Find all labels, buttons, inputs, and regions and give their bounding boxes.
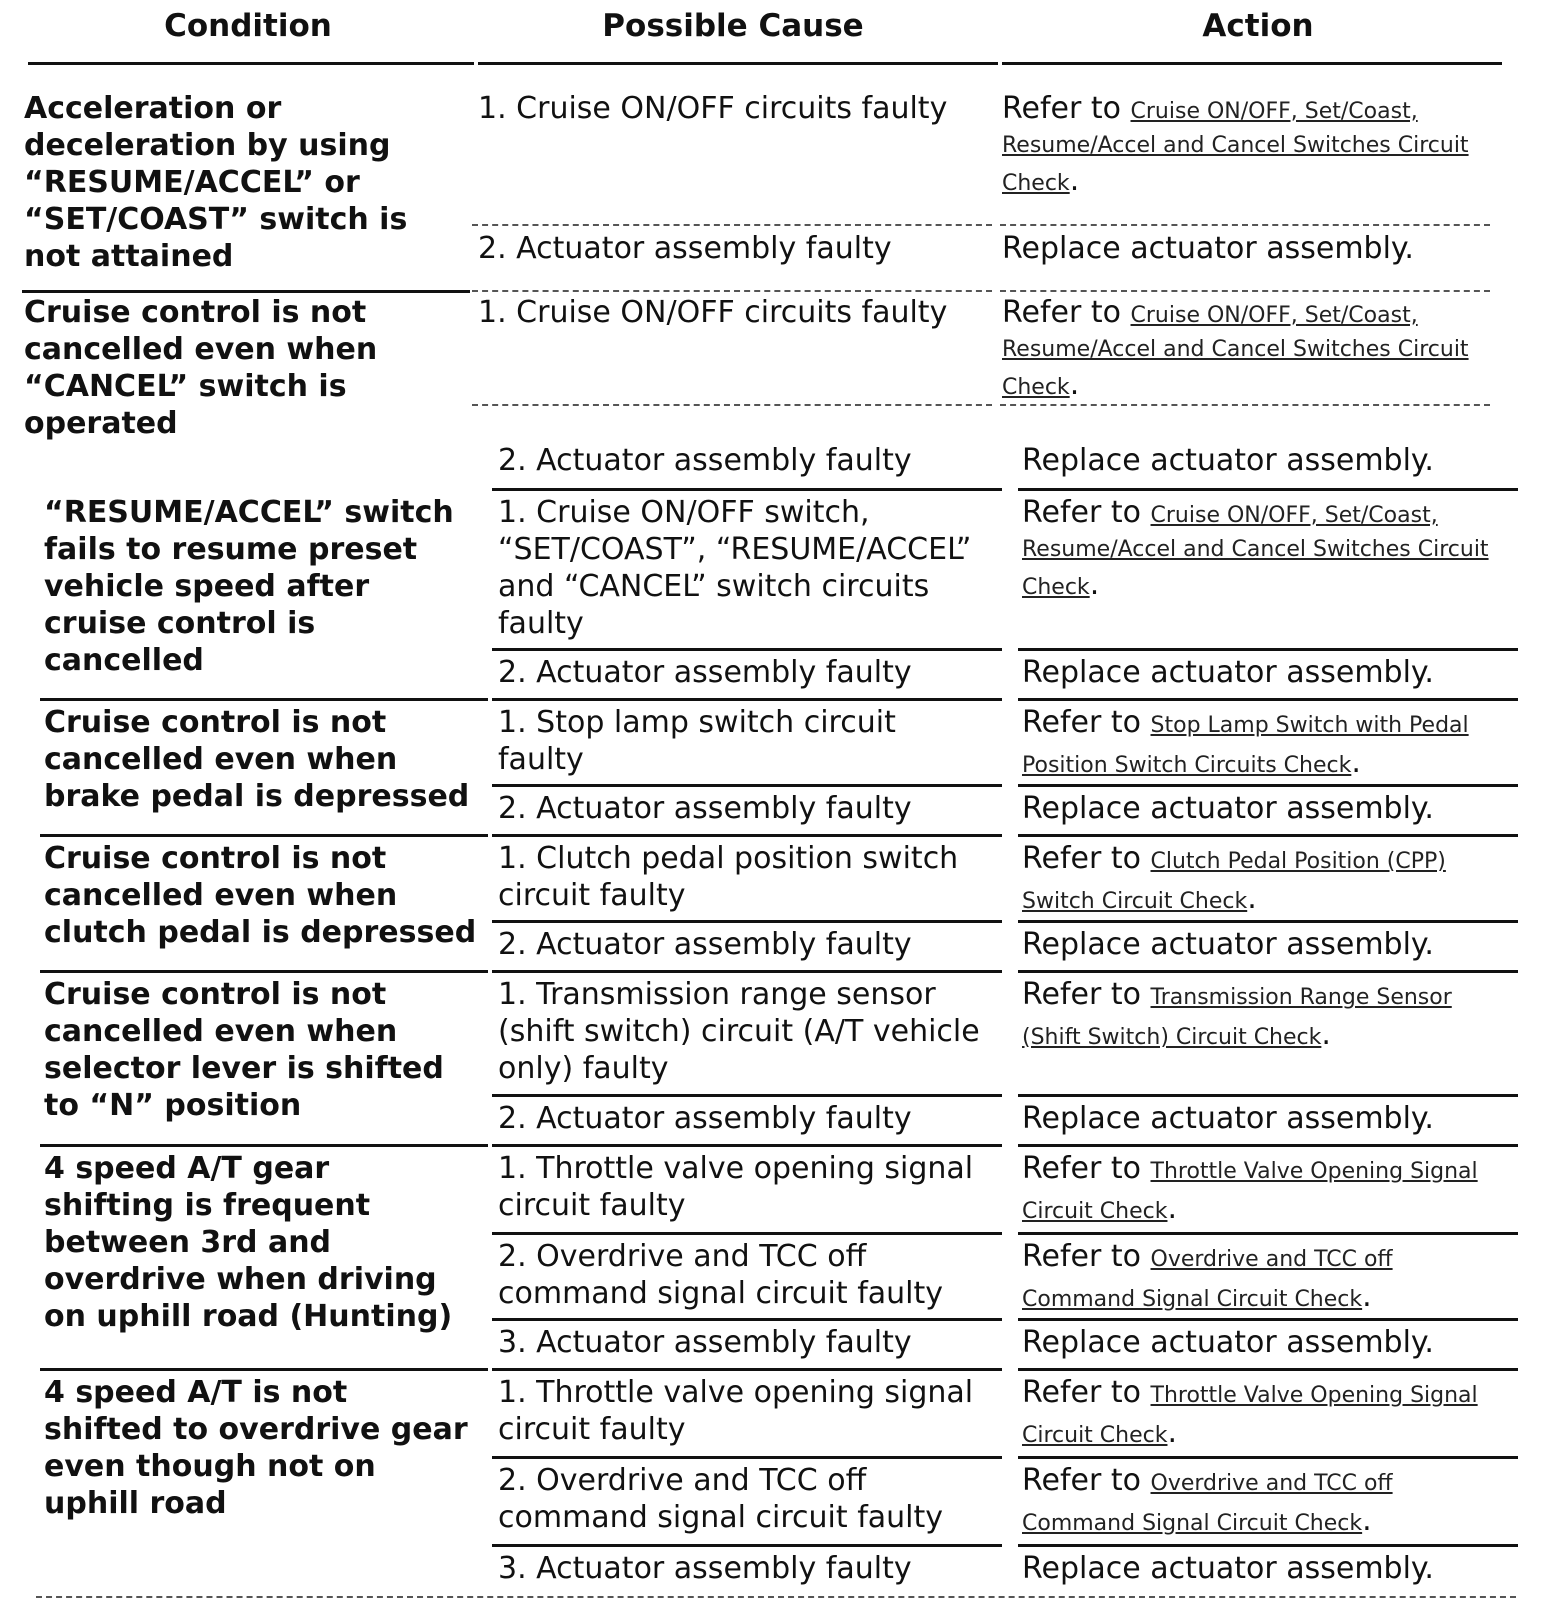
row-divider bbox=[1018, 1232, 1518, 1235]
refer-to-text: Refer to bbox=[1022, 1375, 1141, 1410]
condition-cell: 4 speed A/T is not shifted to overdrive gear even though not on uphill road bbox=[44, 1375, 468, 1521]
row-divider bbox=[472, 404, 992, 406]
row-divider bbox=[1018, 1368, 1518, 1371]
header-condition: Condition bbox=[164, 8, 332, 44]
action-cell: Refer to Transmission Range Sensor (Shift Switch) Circuit Check. bbox=[1022, 977, 1452, 1052]
row-divider bbox=[1018, 648, 1518, 651]
procedure-link[interactable]: Command Signal Circuit Check bbox=[1022, 1511, 1363, 1536]
procedure-link[interactable]: Position Switch Circuits Check bbox=[1022, 753, 1352, 778]
row-divider bbox=[1018, 698, 1518, 701]
cause-cell: 2. Actuator assembly faulty bbox=[498, 1101, 912, 1136]
action-cell: Replace actuator assembly. bbox=[1022, 655, 1434, 690]
procedure-link[interactable]: Switch Circuit Check bbox=[1022, 889, 1248, 914]
procedure-link[interactable]: Command Signal Circuit Check bbox=[1022, 1287, 1363, 1312]
row-divider bbox=[1000, 404, 1490, 406]
action-cell: Refer to Throttle Valve Opening Signal Circuit Check. bbox=[1022, 1151, 1478, 1226]
action-cell: Refer to Overdrive and TCC off Command Signal Circuit Check. bbox=[1022, 1463, 1393, 1538]
header-action: Action bbox=[1202, 8, 1314, 44]
action-cell: Replace actuator assembly. bbox=[1022, 1325, 1434, 1360]
action-cell: Replace actuator assembly. bbox=[1002, 231, 1414, 266]
row-divider bbox=[40, 1144, 488, 1147]
procedure-link[interactable]: Cruise ON/OFF, Set/Coast, bbox=[1150, 503, 1438, 528]
condition-cell: Cruise control is not cancelled even when brake pedal is depressed bbox=[44, 705, 470, 814]
refer-to-text: Refer to bbox=[1022, 1463, 1141, 1498]
procedure-link[interactable]: Cruise ON/OFF, Set/Coast, bbox=[1130, 303, 1418, 328]
row-divider bbox=[472, 290, 992, 292]
condition-cell: 4 speed A/T gear shifting is frequent between 3rd and overdrive when driving on uphill road (Hunting) bbox=[44, 1151, 453, 1334]
cause-cell: 1. Transmission range sensor (shift switch) circuit (A/T vehicle only) faulty bbox=[498, 977, 980, 1086]
row-divider bbox=[1018, 1456, 1518, 1459]
cause-cell: 2. Overdrive and TCC off command signal circuit faulty bbox=[498, 1239, 944, 1311]
refer-to-text: Refer to bbox=[1022, 1151, 1141, 1186]
cause-cell: 2. Actuator assembly faulty bbox=[498, 791, 912, 826]
cause-cell: 1. Cruise ON/OFF circuits faulty bbox=[478, 91, 948, 126]
row-divider bbox=[472, 224, 992, 226]
procedure-link[interactable]: Clutch Pedal Position (CPP) bbox=[1150, 849, 1446, 874]
row-divider bbox=[492, 698, 1002, 701]
header-rule bbox=[1002, 62, 1502, 65]
row-divider bbox=[492, 834, 1002, 837]
row-divider bbox=[1018, 920, 1518, 923]
row-divider bbox=[1000, 290, 1490, 292]
procedure-link[interactable]: Resume/Accel and Cancel Switches Circuit bbox=[1002, 133, 1469, 158]
procedure-link[interactable]: Check bbox=[1002, 375, 1070, 400]
row-divider bbox=[1018, 488, 1518, 491]
row-divider bbox=[492, 920, 1002, 923]
action-cell: Refer to Cruise ON/OFF, Set/Coast, Resume/Accel and Cancel Switches Circuit Check. bbox=[1022, 495, 1489, 602]
cause-cell: 1. Stop lamp switch circuit faulty bbox=[498, 705, 896, 777]
cause-cell: 3. Actuator assembly faulty bbox=[498, 1325, 912, 1360]
table-bottom-rule bbox=[36, 1596, 1516, 1598]
cause-cell: 2. Actuator assembly faulty bbox=[498, 655, 912, 690]
cause-cell: 2. Actuator assembly faulty bbox=[498, 443, 912, 478]
condition-cell: “RESUME/ACCEL” switch fails to resume preset vehicle speed after cruise control is cancelled bbox=[44, 495, 454, 678]
refer-to-text: Refer to bbox=[1002, 91, 1121, 126]
action-cell: Refer to Cruise ON/OFF, Set/Coast, Resume/Accel and Cancel Switches Circuit Check. bbox=[1002, 295, 1469, 402]
cause-cell: 1. Throttle valve opening signal circuit faulty bbox=[498, 1375, 974, 1447]
refer-to-text: Refer to bbox=[1022, 495, 1141, 530]
action-cell: Refer to Stop Lamp Switch with Pedal Position Switch Circuits Check. bbox=[1022, 705, 1469, 780]
row-divider bbox=[40, 1368, 488, 1371]
procedure-link[interactable]: Stop Lamp Switch with Pedal bbox=[1150, 713, 1469, 738]
condition-cell: Acceleration or deceleration by using “RESUME/ACCEL” or “SET/COAST” switch is not attained bbox=[24, 91, 408, 274]
cause-cell: 3. Actuator assembly faulty bbox=[498, 1551, 912, 1586]
row-divider bbox=[492, 488, 1002, 491]
procedure-link[interactable]: Overdrive and TCC off bbox=[1150, 1471, 1393, 1496]
procedure-link[interactable]: Overdrive and TCC off bbox=[1150, 1247, 1393, 1272]
refer-to-text: Refer to bbox=[1022, 1239, 1141, 1274]
header-rule bbox=[28, 62, 474, 65]
procedure-link[interactable]: Cruise ON/OFF, Set/Coast, bbox=[1130, 99, 1418, 124]
refer-to-text: Refer to bbox=[1022, 705, 1141, 740]
cause-cell: 2. Overdrive and TCC off command signal circuit faulty bbox=[498, 1463, 944, 1535]
action-cell: Replace actuator assembly. bbox=[1022, 1101, 1434, 1136]
row-divider bbox=[492, 1094, 1002, 1097]
action-cell: Replace actuator assembly. bbox=[1022, 443, 1434, 478]
row-divider bbox=[40, 834, 488, 837]
procedure-link[interactable]: (Shift Switch) Circuit Check bbox=[1022, 1025, 1322, 1050]
procedure-link[interactable]: Circuit Check bbox=[1022, 1423, 1168, 1448]
procedure-link[interactable]: Throttle Valve Opening Signal bbox=[1150, 1383, 1478, 1408]
action-cell: Replace actuator assembly. bbox=[1022, 927, 1434, 962]
condition-cell: Cruise control is not cancelled even when selector lever is shifted to “N” position bbox=[44, 977, 444, 1123]
row-divider bbox=[1018, 970, 1518, 973]
action-cell: Refer to Overdrive and TCC off Command Signal Circuit Check. bbox=[1022, 1239, 1393, 1314]
procedure-link[interactable]: Resume/Accel and Cancel Switches Circuit bbox=[1022, 537, 1489, 562]
row-divider bbox=[492, 1456, 1002, 1459]
cause-cell: 1. Throttle valve opening signal circuit faulty bbox=[498, 1151, 974, 1223]
row-divider bbox=[492, 1368, 1002, 1371]
action-cell: Refer to Cruise ON/OFF, Set/Coast, Resume/Accel and Cancel Switches Circuit Check. bbox=[1002, 91, 1469, 198]
refer-to-text: Refer to bbox=[1002, 295, 1121, 330]
row-divider bbox=[492, 648, 1002, 651]
row-divider bbox=[1018, 1144, 1518, 1147]
row-divider bbox=[492, 784, 1002, 787]
row-divider bbox=[1018, 784, 1518, 787]
procedure-link[interactable]: Circuit Check bbox=[1022, 1199, 1168, 1224]
condition-cell: Cruise control is not cancelled even when “CANCEL” switch is operated bbox=[24, 295, 378, 441]
action-cell: Refer to Clutch Pedal Position (CPP) Switch Circuit Check. bbox=[1022, 841, 1446, 916]
row-divider bbox=[1000, 224, 1490, 226]
row-divider bbox=[492, 970, 1002, 973]
row-divider bbox=[1018, 1318, 1518, 1321]
refer-to-text: Refer to bbox=[1022, 977, 1141, 1012]
procedure-link[interactable]: Resume/Accel and Cancel Switches Circuit bbox=[1002, 337, 1469, 362]
refer-to-text: Refer to bbox=[1022, 841, 1141, 876]
action-cell: Replace actuator assembly. bbox=[1022, 791, 1434, 826]
cause-cell: 1. Cruise ON/OFF switch, “SET/COAST”, “RESUME/ACCEL” and “CANCEL” switch circuits faulty bbox=[498, 495, 972, 641]
header-rule bbox=[478, 62, 998, 65]
action-cell: Refer to Throttle Valve Opening Signal Circuit Check. bbox=[1022, 1375, 1478, 1450]
condition-cell: Cruise control is not cancelled even when clutch pedal is depressed bbox=[44, 841, 477, 950]
cause-cell: 1. Clutch pedal position switch circuit faulty bbox=[498, 841, 959, 913]
row-divider bbox=[40, 698, 488, 701]
row-divider bbox=[492, 1232, 1002, 1235]
procedure-link[interactable]: Transmission Range Sensor bbox=[1150, 985, 1452, 1010]
cause-cell: 1. Cruise ON/OFF circuits faulty bbox=[478, 295, 948, 330]
row-divider bbox=[22, 290, 470, 293]
header-possible-cause: Possible Cause bbox=[602, 8, 864, 44]
cause-cell: 2. Actuator assembly faulty bbox=[478, 231, 892, 266]
procedure-link[interactable]: Check bbox=[1022, 575, 1090, 600]
cause-cell: 2. Actuator assembly faulty bbox=[498, 927, 912, 962]
row-divider bbox=[1018, 1094, 1518, 1097]
procedure-link[interactable]: Check bbox=[1002, 171, 1070, 196]
row-divider bbox=[492, 1318, 1002, 1321]
row-divider bbox=[40, 970, 488, 973]
action-cell: Replace actuator assembly. bbox=[1022, 1551, 1434, 1586]
row-divider bbox=[492, 1144, 1002, 1147]
procedure-link[interactable]: Throttle Valve Opening Signal bbox=[1150, 1159, 1478, 1184]
row-divider bbox=[492, 1544, 1002, 1547]
row-divider bbox=[1018, 834, 1518, 837]
row-divider bbox=[1018, 1544, 1518, 1547]
